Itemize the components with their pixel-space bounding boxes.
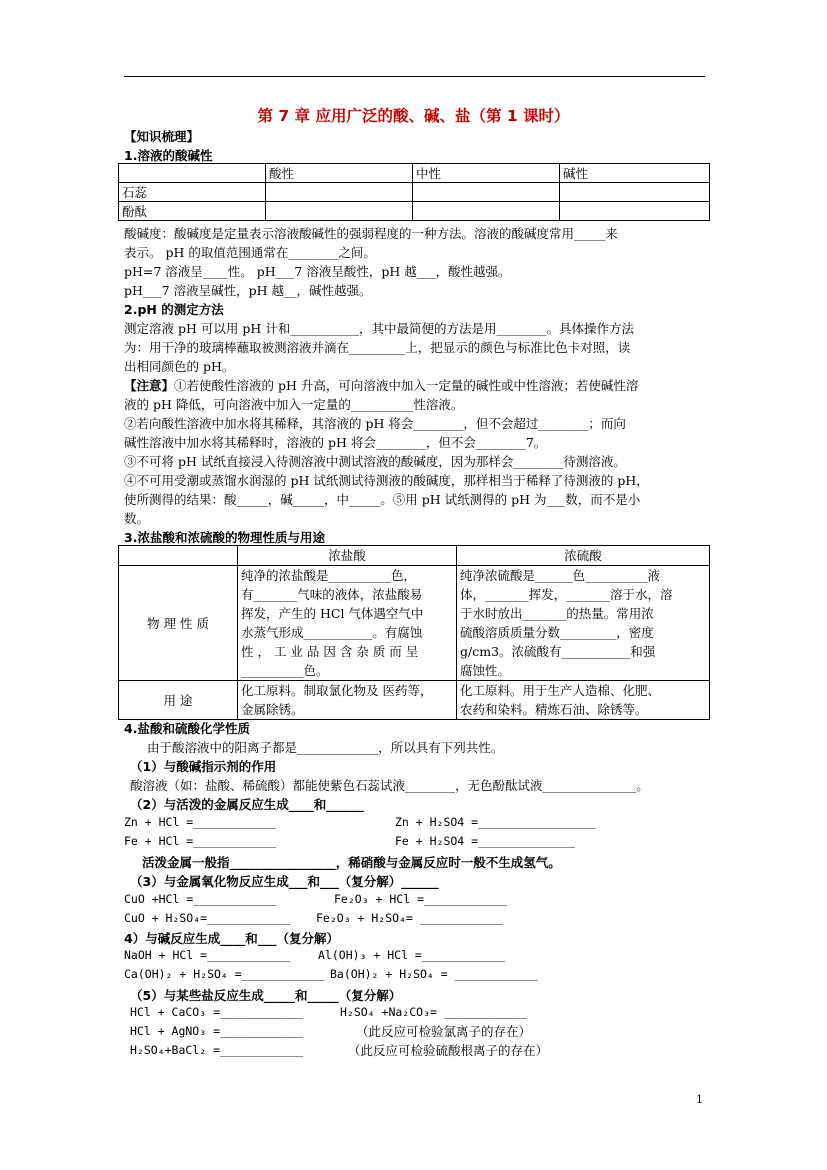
cell-line: 体，_______挥发，_______溶于水，溶 — [460, 587, 673, 602]
cell-line: 纯净浓硫酸是______色__________液 — [460, 568, 661, 583]
table-row-label: 物 理 性 质 — [119, 566, 238, 681]
equation: CuO +HCl =____________ — [124, 892, 277, 906]
cell-line: 挥发，产生的 HCl 气体遇空气中 — [241, 606, 424, 621]
cell-line: 性 ， 工 业 品 因 含 杂 质 而 呈 — [241, 644, 419, 659]
cell-line: 农药和染料。精炼石油、除锈等。 — [460, 702, 648, 717]
note-label: 【注意】 — [124, 378, 175, 393]
indicator-table — [118, 163, 710, 221]
cell-line: __________色。 — [241, 663, 329, 678]
cell-line: 腐蚀性。 — [460, 663, 511, 678]
cell-line: 金属除锈。 — [241, 702, 304, 717]
table-cell — [119, 546, 238, 566]
table-cell — [266, 183, 413, 202]
subsection-heading: （1）与酸碱指示剂的作用 — [130, 759, 277, 774]
equation: Fe + H₂SO4 =______________ — [395, 834, 576, 848]
text-line: 使所测得的结果：酸_____，碱_____，中_____。⑤用 pH 试纸测得的 pH 为___数，而不是小 — [124, 492, 641, 507]
table-header-cell: 碱性 — [560, 164, 710, 183]
cell-line: 有_______气味的液体，浓盐酸易 — [241, 587, 423, 602]
header-rule — [124, 76, 705, 77]
text-line: 出相同颜色的 pH。 — [124, 359, 235, 374]
equation: H₂SO₄+BaCl₂ =____________ — [130, 1043, 304, 1057]
text-line — [124, 376, 638, 394]
table-header-cell — [119, 164, 266, 183]
equation-note: （此反应可检验氯离子的存在） — [356, 1024, 532, 1039]
equation: Zn + H₂SO4 =_________________ — [395, 815, 596, 829]
cell-line: g/cm3。浓硫酸有___________和强 — [460, 644, 656, 659]
note-text: ①若使酸性溶液的 pH 升高，可向溶液中加入一定量的碱性或中性溶液；若使碱性溶 — [174, 378, 639, 393]
page-title: 第 7 章 应用广泛的酸、碱、盐（第 1 课时） — [257, 107, 570, 125]
text-line: 由于酸溶液中的阳离子都是_____________，所以具有下列共性。 — [147, 740, 504, 755]
equation-note: （此反应可检验硫酸根离子的存在） — [348, 1043, 549, 1058]
section2-heading: 2.pH 的测定方法 — [124, 302, 224, 317]
section3-heading: 3.浓盐酸和浓硫酸的物理性质与用途 — [124, 530, 325, 545]
note-line: 活泼金属一般指_________________，稀硝酸与金属反应时一般不生成氢气。 — [142, 855, 561, 870]
equation: Al(OH)₃ + HCl =____________ — [318, 948, 505, 962]
text-line: ②若向酸性溶液中加水将其稀释，其溶液的 pH 将会________，但不会超过________；而向 — [124, 416, 626, 431]
text-line: 数。 — [124, 511, 150, 526]
table-cell — [560, 202, 710, 221]
acid-properties-table — [118, 545, 710, 720]
cell-line: 化工原料。制取氯化物及 医药等， — [241, 683, 433, 698]
text-line: 表示。 pH 的取值范围通常在________之间。 — [124, 245, 376, 260]
equation: Ca(OH)₂ + H₂SO₄ =____________ — [124, 967, 325, 981]
cell-line: 纯净的浓盐酸是__________色， — [241, 568, 417, 583]
equation: Zn + HCl =____________ — [124, 815, 277, 829]
text-line: 测定溶液 pH 可以用 pH 计和___________，其中最简便的方法是用________。具体操作方法 — [124, 321, 634, 336]
cell-line: 水蒸气形成___________。有腐蚀 — [241, 625, 423, 640]
text-line: 液的 pH 降低，可向溶液中加入一定量的__________性溶液。 — [124, 397, 464, 412]
text-line: ④不可用受潮或蒸馏水润湿的 pH 试纸测试待测液的酸碱度，那样相当于稀释了待测液的 pH， — [124, 473, 649, 488]
table-header-cell: 浓硫酸 — [457, 546, 710, 566]
hcl-physical-cell — [238, 566, 457, 681]
page-number: 1 — [696, 1093, 703, 1106]
table-cell — [266, 202, 413, 221]
section1-heading: 1.溶液的酸碱性 — [124, 148, 213, 163]
subsection-heading: （5）与某些盐反应生成_____和_____（复分解） — [130, 988, 402, 1003]
h2so4-physical-cell — [457, 566, 710, 681]
table-header-cell: 酸性 — [266, 164, 413, 183]
equation: HCl + AgNO₃ =____________ — [130, 1024, 304, 1038]
text-line: 为：用干净的玻璃棒蘸取被测溶液并滴在_________上，把显示的颜色与标准比色卡对照，读 — [124, 340, 631, 355]
hcl-use-cell — [238, 681, 457, 720]
table-row-label: 酚酞 — [119, 202, 266, 221]
table-row-label: 用 途 — [119, 681, 238, 720]
text-line: 酸碱度：酸碱度是定量表示溶液酸碱性的强弱程度的一种方法。溶液的酸碱度常用_____来 — [124, 226, 618, 241]
cell-line: 化工原料。用于生产人造棉、化肥、 — [460, 683, 661, 698]
table-row-label: 石蕊 — [119, 183, 266, 202]
table-header-cell: 浓盐酸 — [238, 546, 457, 566]
table-cell — [413, 202, 560, 221]
table-cell — [413, 183, 560, 202]
text-line: ③不可将 pH 试纸直接浸入待测溶液中测试溶液的酸碱度，因为那样会________待测溶液。 — [124, 454, 626, 469]
equation: CuO + H₂SO₄=____________ — [124, 911, 291, 925]
cell-line: 硫酸溶质质量分数_________，密度 — [460, 625, 654, 640]
subsection-heading: （3）与金属氧化物反应生成___和___（复分解）______ — [130, 874, 439, 889]
subsection-heading: （2）与活泼的金属反应生成____和______ — [130, 797, 364, 812]
equation: Fe₂O₃ + H₂SO₄= ____________ — [316, 911, 503, 925]
equation: NaOH + HCl =____________ — [124, 948, 291, 962]
equation: H₂SO₄ +Na₂CO₃= ____________ — [340, 1005, 527, 1019]
table-cell — [560, 183, 710, 202]
equation: Fe + HCl =____________ — [124, 834, 277, 848]
equation: Fe₂O₃ + HCl =____________ — [334, 892, 508, 906]
text-line: pH___7 溶液呈碱性，pH 越__，碱性越强。 — [124, 283, 372, 298]
table-header-cell: 中性 — [413, 164, 560, 183]
equation: HCl + CaCO₃ =____________ — [130, 1005, 304, 1019]
text-line: 碱性溶液中加水将其稀释时，溶液的 pH 将会________，但不会________7。 — [124, 435, 547, 450]
cell-line: 于水时放出_______的热量。常用浓 — [460, 606, 654, 621]
section4-heading: 4.盐酸和硫酸化学性质 — [124, 721, 250, 736]
text-line: 酸溶液（如：盐酸、稀硫酸）都能使紫色石蕊试液________，无色酚酞试液_______________。 — [130, 778, 649, 793]
h2so4-use-cell — [457, 681, 710, 720]
subsection-heading: 4）与碱反应生成____和___（复分解） — [124, 931, 339, 946]
equation: Ba(OH)₂ + H₂SO₄ = ____________ — [330, 967, 538, 981]
section-header: 【知识梳理】 — [124, 129, 200, 144]
text-line: pH=7 溶液呈____性。 pH___7 溶液呈酸性，pH 越___，酸性越强。 — [124, 264, 511, 279]
